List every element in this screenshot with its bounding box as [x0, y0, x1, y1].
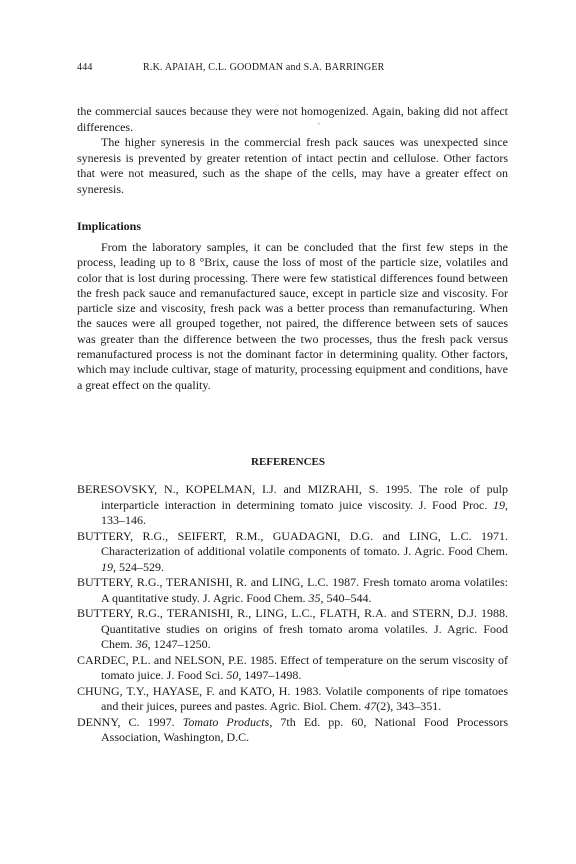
reference-item: CARDEC, P.L. and NELSON, P.E. 1985. Effect of temperature on the serum viscosity of tomato juice. J. Food Sci. 50, 1497–1498. [77, 652, 508, 682]
running-header-authors: R.K. APAIAH, C.L. GOODMAN and S.A. BARRINGER [143, 62, 385, 73]
page-number: 444 [77, 62, 93, 73]
reference-list [77, 482, 508, 746]
reference-item: CHUNG, T.Y., HAYASE, F. and KATO, H. 1983. Volatile components of ripe tomatoes and their juices, purees and pastes. Agric. Biol. Chem. 47(2), 343–351. [77, 683, 508, 713]
reference-item: DENNY, C. 1997. Tomato Products, 7th Ed. pp. 60, National Food Processors Association, Washington, D.C. [77, 714, 508, 744]
stray-mark: ʹ [318, 121, 320, 131]
reference-item: BUTTERY, R.G., TERANISHI, R., LING, L.C., FLATH, R.A. and STERN, D.J. 1988. Quantitative studies on origins of fresh tomato aroma volatiles. J. Agric. Food Chem. 36, 1247–1250. [77, 606, 508, 651]
reference-item: BUTTERY, R.G., SEIFERT, R.M., GUADAGNI, D.G. and LING, L.C. 1971. Characterization of additional volatile components of tomato. J. Agric. Food Chem. 19, 524–529. [77, 528, 508, 574]
reference-item: BUTTERY, R.G., TERANISHI, R. and LING, L.C. 1987. Fresh tomato aroma volatiles: A quantitative study. J. Agric. Food Chem. 35, 540–544. [77, 575, 508, 605]
paragraph: The higher syneresis in the commercial fresh pack sauces was unexpected since syneresis is prevented by greater retention of intact pectin and cellulose. Other factors that were not measured, such as the shape of the cells, may have a greater effect on syneresis. [77, 135, 508, 196]
paragraph: the commercial sauces because they were not homogenized. Again, baking did not affect differences. [77, 104, 508, 134]
section-heading-implications: Implications [77, 219, 142, 233]
reference-item: BERESOVSKY, N., KOPELMAN, I.J. and MIZRAHI, S. 1995. The role of pulp interparticle interaction in determining tomato juice viscosity. J. Food Proc. 19, 133–146. [77, 482, 508, 527]
paragraph: From the laboratory samples, it can be concluded that the first few steps in the process, leading up to 8 °Brix, cause the loss of most of the particle size, volatiles and color that is lost during processing. There were few statistical differences found between the fresh pack sauce and remanufactured sauce, except in particle size and viscosity. For particle size and viscosity, fresh pack was a better process than remanufacturing. When the sauces were all grouped together, not paired, the difference between sets of sauces was greater than the difference between the two processes, thus the fresh pack versus remanufactured process is not the dominant factor in determining quality. Other factors, which may include cultivar, stage of maturity, processing equipment and conditions, have a great effect on the quality. [77, 240, 508, 392]
intro-text [77, 104, 508, 197]
section-heading-references: REFERENCES [251, 456, 325, 468]
implications-text [77, 240, 508, 393]
